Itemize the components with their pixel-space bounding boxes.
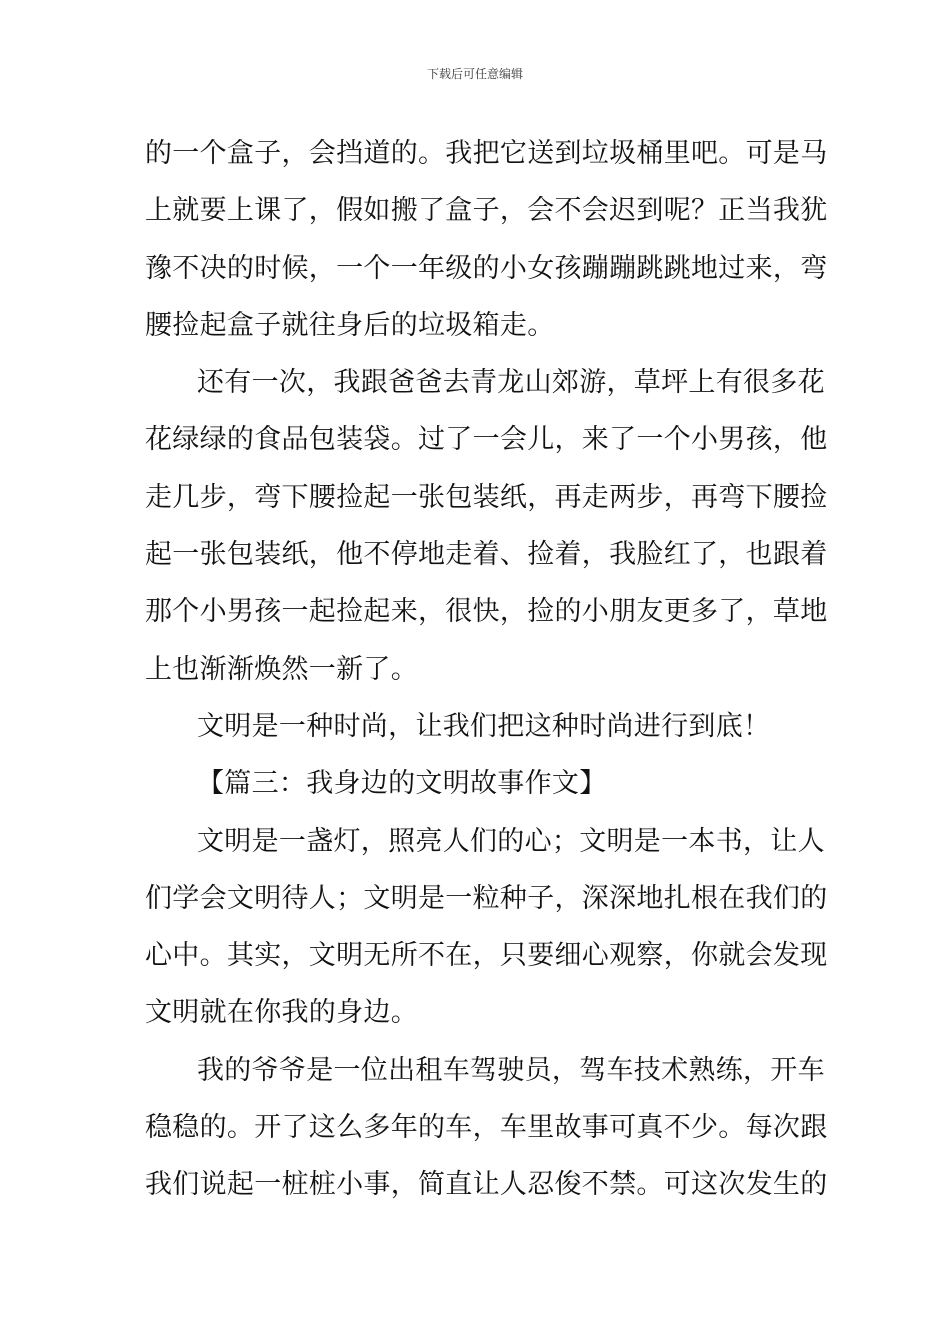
text-line: 我们说起一桩桩小事，简直让人忍俊不禁。可这次发生的 [145, 1169, 828, 1201]
section-heading: 【篇三：我身边的文明故事作文】 [197, 768, 607, 800]
text-line: 文明是一种时尚，让我们把这种时尚进行到底！ [197, 710, 771, 742]
text-line: 文明就在你我的身边。 [145, 997, 418, 1029]
document-body [145, 125, 828, 1214]
text-line: 豫不决的时候，一个一年级的小女孩蹦蹦跳跳地过来，弯 [145, 252, 828, 284]
text-line: 还有一次，我跟爸爸去青龙山郊游，草坪上有很多花 [197, 367, 825, 399]
text-line: 那个小男孩一起捡起来，很快，捡的小朋友更多了，草地 [145, 596, 828, 628]
text-line: 们学会文明待人；文明是一粒种子，深深地扎根在我们的 [145, 882, 828, 914]
text-line: 起一张包装纸，他不停地走着、捡着，我脸红了，也跟着 [145, 539, 828, 571]
text-line: 心中。其实，文明无所不在，只要细心观察，你就会发现 [145, 940, 828, 972]
text-line: 上就要上课了，假如搬了盒子，会不会迟到呢？正当我犹 [145, 195, 828, 227]
text-line: 花绿绿的食品包装袋。过了一会儿，来了一个小男孩，他 [145, 424, 828, 456]
text-line: 走几步，弯下腰捡起一张包装纸，再走两步，再弯下腰捡 [145, 481, 828, 513]
text-line: 文明是一盏灯，照亮人们的心；文明是一本书，让人 [197, 825, 825, 857]
text-line: 腰捡起盒子就往身后的垃圾箱走。 [145, 309, 555, 341]
page-header: 下载后可任意编辑 [426, 67, 523, 81]
text-line: 的一个盒子，会挡道的。我把它送到垃圾桶里吧。可是马 [145, 138, 828, 169]
text-line: 稳稳的。开了这么多年的车，车里故事可真不少。每次跟 [145, 1112, 828, 1144]
text-line: 我的爷爷是一位出租车驾驶员，驾车技术熟练，开车 [197, 1054, 825, 1086]
text-line: 上也渐渐焕然一新了。 [145, 653, 418, 685]
